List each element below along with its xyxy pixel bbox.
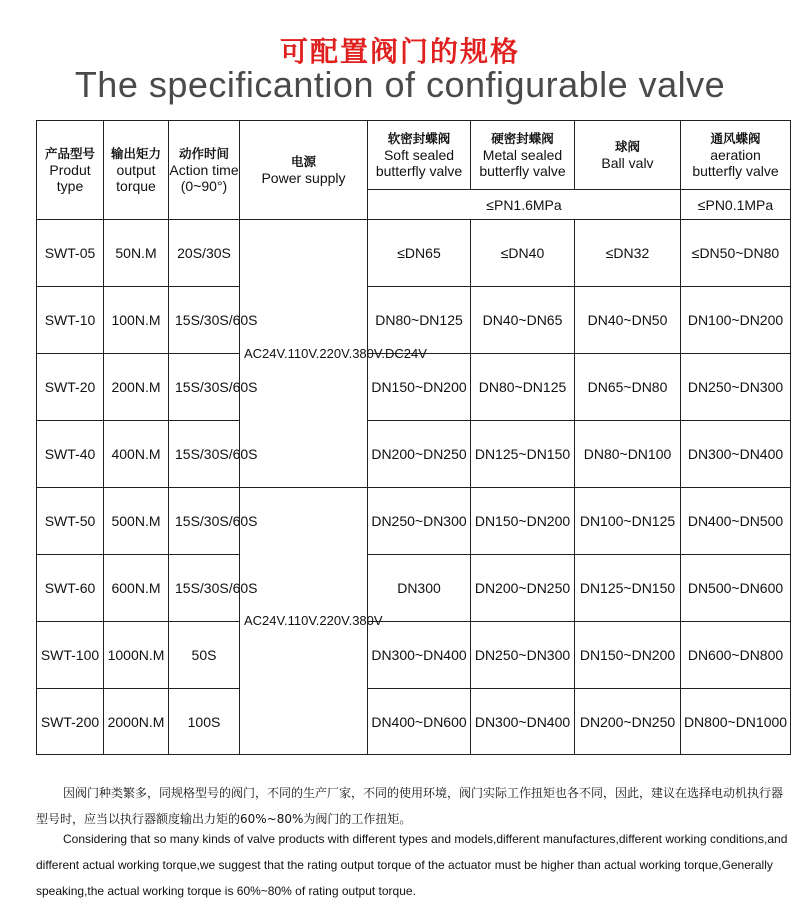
power-group-1: AC24V.110V.220V.380V.DC24V xyxy=(240,220,368,488)
soft-cell: ≤DN65 xyxy=(368,220,471,287)
note-english: Considering that so many kinds of valve products with different types and models,different manufactures,different working conditions,and different actual working torque,we suggest that the rating output torque of the actuator must be higher than actual working torque,Generally speaking,the actual working torque is 60%~80% of rating output torque. xyxy=(36,832,788,898)
ball-cell: DN200~DN250 xyxy=(575,689,681,755)
header-time: 动作时间 Action time (0~90°) xyxy=(169,121,240,220)
soft-cell: DN300~DN400 xyxy=(368,622,471,689)
torque-cell: 50N.M xyxy=(104,220,169,287)
time-cell: 15S/30S/60S xyxy=(169,287,240,354)
aeration-cell: DN100~DN200 xyxy=(681,287,791,354)
model-cell: SWT-05 xyxy=(37,220,104,287)
metal-cell: DN250~DN300 xyxy=(471,622,575,689)
model-cell: SWT-60 xyxy=(37,555,104,622)
ball-cell: ≤DN32 xyxy=(575,220,681,287)
metal-cell: DN40~DN65 xyxy=(471,287,575,354)
soft-cell: DN200~DN250 xyxy=(368,421,471,488)
time-cell: 100S xyxy=(169,689,240,755)
ball-cell: DN65~DN80 xyxy=(575,354,681,421)
aeration-cell: DN400~DN500 xyxy=(681,488,791,555)
table-row xyxy=(37,555,791,622)
model-cell: SWT-200 xyxy=(37,689,104,755)
soft-cell: DN80~DN125 xyxy=(368,287,471,354)
spec-table xyxy=(36,120,791,755)
time-cell: 20S/30S xyxy=(169,220,240,287)
ball-cell: DN40~DN50 xyxy=(575,287,681,354)
ball-cell: DN150~DN200 xyxy=(575,622,681,689)
ball-cell: DN100~DN125 xyxy=(575,488,681,555)
table-row xyxy=(37,689,791,755)
table-row xyxy=(37,421,791,488)
table-row xyxy=(37,220,791,287)
torque-cell: 1000N.M xyxy=(104,622,169,689)
metal-cell: DN80~DN125 xyxy=(471,354,575,421)
metal-cell: DN200~DN250 xyxy=(471,555,575,622)
soft-cell: DN250~DN300 xyxy=(368,488,471,555)
header-model: 产品型号 Produt type xyxy=(37,121,104,220)
page-title-cn: 可配置阀门的规格 xyxy=(279,35,520,68)
time-cell: 50S xyxy=(169,622,240,689)
metal-cell: DN300~DN400 xyxy=(471,689,575,755)
torque-cell: 500N.M xyxy=(104,488,169,555)
aeration-cell: DN800~DN1000 xyxy=(681,689,791,755)
table-row xyxy=(37,287,791,354)
torque-cell: 200N.M xyxy=(104,354,169,421)
header-soft-sealed: 软密封蝶阀 Soft sealed butterfly valve xyxy=(368,121,471,190)
metal-cell: DN125~DN150 xyxy=(471,421,575,488)
time-cell: 15S/30S/60S xyxy=(169,555,240,622)
time-cell: 15S/30S/60S xyxy=(169,421,240,488)
time-cell: 15S/30S/60S xyxy=(169,354,240,421)
soft-cell: DN400~DN600 xyxy=(368,689,471,755)
torque-cell: 2000N.M xyxy=(104,689,169,755)
model-cell: SWT-10 xyxy=(37,287,104,354)
torque-cell: 100N.M xyxy=(104,287,169,354)
ball-cell: DN125~DN150 xyxy=(575,555,681,622)
model-cell: SWT-50 xyxy=(37,488,104,555)
table-row xyxy=(37,488,791,555)
header-row xyxy=(37,121,791,190)
header-power: 电源 Power supply xyxy=(240,121,368,220)
torque-cell: 400N.M xyxy=(104,421,169,488)
table-row xyxy=(37,622,791,689)
aeration-cell: DN600~DN800 xyxy=(681,622,791,689)
page-title-en: The specificantion of configurable valve xyxy=(74,64,726,105)
model-cell: SWT-40 xyxy=(37,421,104,488)
ball-cell: DN80~DN100 xyxy=(575,421,681,488)
aeration-cell: DN500~DN600 xyxy=(681,555,791,622)
torque-cell: 600N.M xyxy=(104,555,169,622)
metal-cell: ≤DN40 xyxy=(471,220,575,287)
aeration-cell: DN300~DN400 xyxy=(681,421,791,488)
power-group-2: AC24V.110V.220V.380V xyxy=(240,488,368,755)
note-chinese: 因阀门种类繁多，同规格型号的阀门，不同的生产厂家，不同的使用环境，阀门实际工作扭矩也各不同，因此，建议在选择电动机执行器型号时，应当以执行器额度输出力矩的60%~80%为阀门的工作扭矩。 xyxy=(36,786,784,826)
soft-cell: DN150~DN200 xyxy=(368,354,471,421)
time-cell: 15S/30S/60S xyxy=(169,488,240,555)
pressure-aeration: ≤PN0.1MPa xyxy=(681,190,791,220)
model-cell: SWT-100 xyxy=(37,622,104,689)
pressure-main: ≤PN1.6MPa xyxy=(368,190,681,220)
header-ball-valve: 球阀 Ball valv xyxy=(575,121,681,190)
model-cell: SWT-20 xyxy=(37,354,104,421)
soft-cell: DN300 xyxy=(368,555,471,622)
aeration-cell: ≤DN50~DN80 xyxy=(681,220,791,287)
metal-cell: DN150~DN200 xyxy=(471,488,575,555)
aeration-cell: DN250~DN300 xyxy=(681,354,791,421)
header-torque: 输出矩力 output torque xyxy=(104,121,169,220)
header-metal-sealed: 硬密封蝶阀 Metal sealed butterfly valve xyxy=(471,121,575,190)
table-row xyxy=(37,354,791,421)
header-aeration: 通风蝶阀 aeration butterfly valve xyxy=(681,121,791,190)
